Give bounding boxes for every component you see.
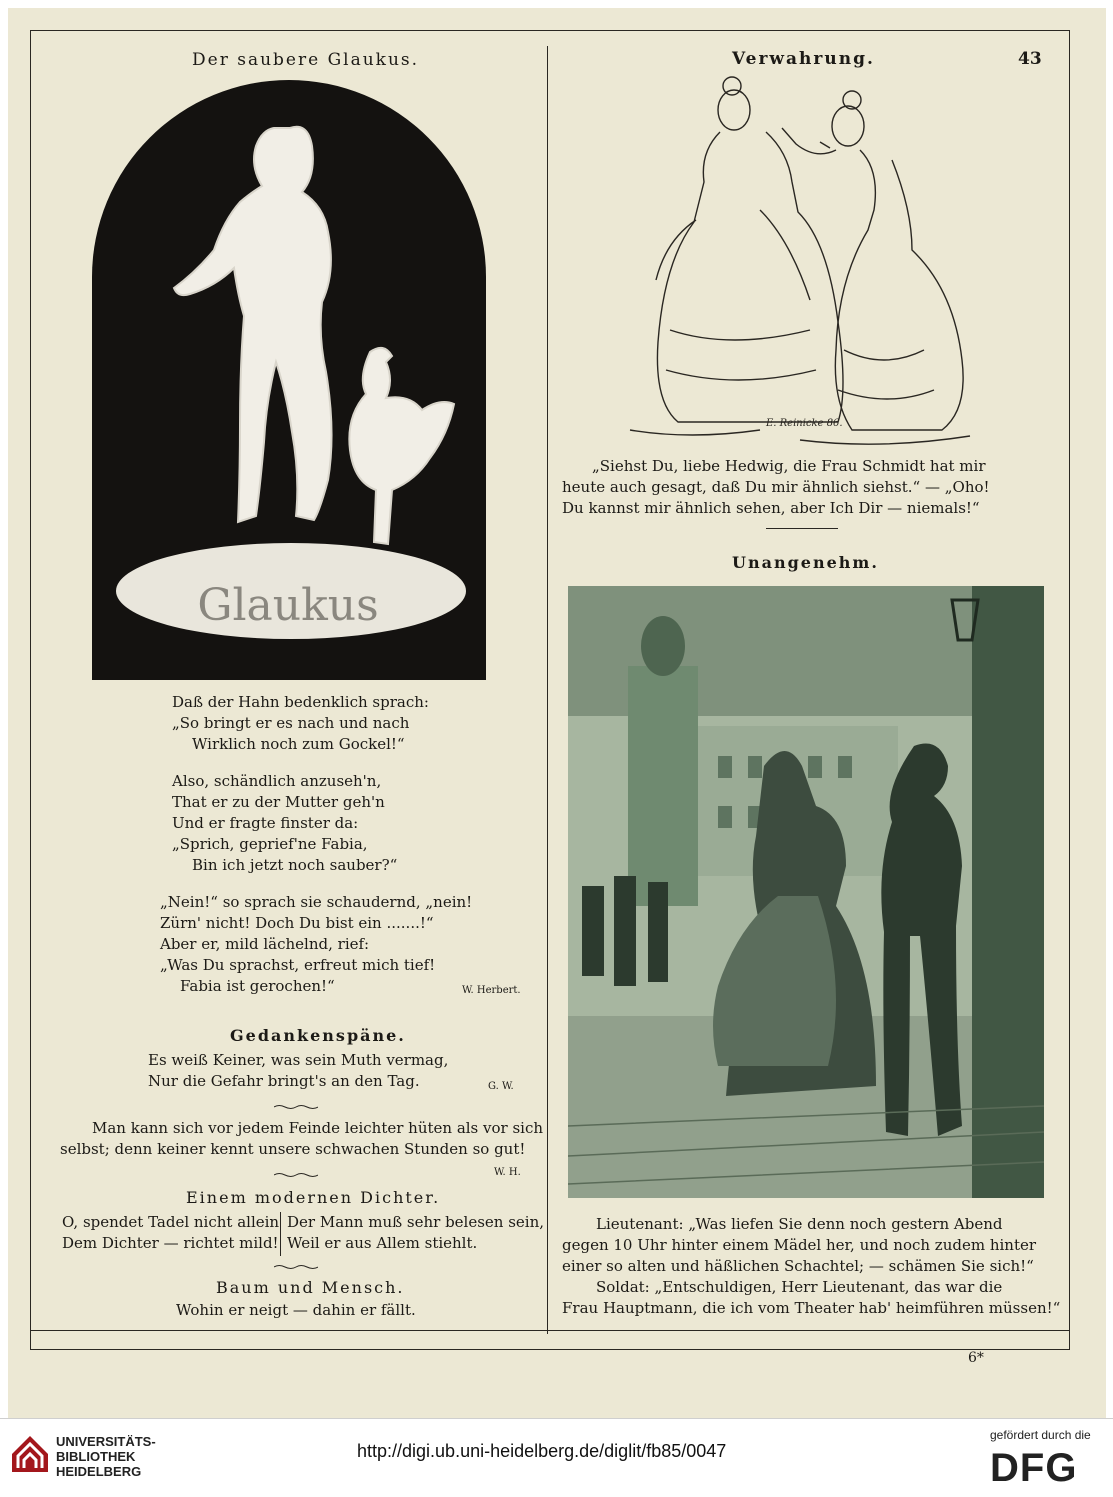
right-column-title: Verwahrung. [732, 49, 875, 69]
stanza-line: „So bringt er es nach und nach [172, 714, 410, 732]
bottom-rule [30, 1330, 1070, 1331]
funding-label: gefördert durch die [990, 1428, 1091, 1442]
aphorism-author: G. W. [488, 1081, 514, 1092]
glaukus-illustration [92, 80, 486, 680]
library-name-line: UNIVERSITÄTS- [56, 1434, 156, 1449]
section-swash [274, 1172, 318, 1178]
glaukus-base-lettering: Glaukus [197, 580, 379, 631]
dichter-title: Einem modernen Dichter. [186, 1188, 441, 1207]
stanza-line: Wirklich noch zum Gockel!“ [192, 735, 405, 753]
unangenehm-caption-line: Frau Hauptmann, die ich vom Theater hab' heimführen müssen!“ [562, 1299, 1061, 1317]
dfg-logo: DFG [990, 1446, 1078, 1490]
column-divider [547, 46, 548, 1334]
page-number: 43 [1018, 49, 1042, 69]
aphorism-line: Nur die Gefahr bringt's an den Tag. [148, 1072, 420, 1090]
gedankenspaene-title: Gedankenspäne. [230, 1026, 406, 1045]
artist-signature: E. Reinicke 86. [766, 418, 843, 429]
aphorism-author: W. H. [494, 1167, 521, 1178]
university-library-name [56, 1434, 156, 1479]
unangenehm-caption-line: einer so alten und häßlichen Schachtel; — schämen Sie sich!“ [562, 1257, 1034, 1275]
verwahrung-caption-line: „Siehst Du, liebe Hedwig, die Frau Schmidt hat mir [592, 457, 986, 475]
university-library-logo [10, 1430, 50, 1474]
stanza-line: „Nein!“ so sprach sie schaudernd, „nein! [160, 893, 473, 911]
stanza-line: Und er fragte finster da: [172, 814, 359, 832]
document-url-link[interactable]: http://digi.ub.uni-heidelberg.de/diglit/fb85/0047 [357, 1441, 727, 1461]
baum-line: Wohin er neigt — dahin er fällt. [176, 1301, 416, 1319]
unangenehm-title: Unangenehm. [732, 553, 879, 572]
section-swash [274, 1104, 318, 1110]
stanza-line: Daß der Hahn bedenklich sprach: [172, 693, 429, 711]
stanza-line: Also, schändlich anzuseh'n, [172, 772, 382, 790]
unangenehm-caption-line: Soldat: „Entschuldigen, Herr Lieutenant, das war die [596, 1278, 1003, 1296]
stanza-line: That er zu der Mutter geh'n [172, 793, 385, 811]
section-swash [274, 1264, 318, 1270]
stanza-line: Fabia ist gerochen!“ [180, 977, 335, 995]
stanza-line: „Sprich, geprief'ne Fabia, [172, 835, 368, 853]
aphorism-paragraph-line: selbst; denn keiner kennt unsere schwachen Stunden so gut! [60, 1140, 526, 1158]
verwahrung-caption-line: heute auch gesagt, daß Du mir ähnlich siehst.“ — „Oho! [562, 478, 990, 496]
left-column-title: Der saubere Glaukus. [192, 50, 420, 70]
unangenehm-caption-line: gegen 10 Uhr hinter einem Mädel her, und noch zudem hinter [562, 1236, 1037, 1254]
section-separator [766, 528, 838, 529]
stanza-line: Bin ich jetzt noch sauber?“ [192, 856, 398, 874]
aphorism-line: Es weiß Keiner, was sein Muth vermag, [148, 1051, 449, 1069]
dichter-left-line: Dem Dichter — richtet mild! [62, 1234, 279, 1252]
library-name-line: BIBLIOTHEK [56, 1449, 136, 1464]
stanza-line: Zürn' nicht! Doch Du bist ein .......!“ [160, 914, 434, 932]
dichter-right-line: Weil er aus Allem stiehlt. [287, 1234, 478, 1252]
sheet-signature-mark: 6* [968, 1350, 984, 1366]
dichter-right-line: Der Mann muß sehr belesen sein, [287, 1213, 545, 1231]
dichter-left-line: O, spendet Tadel nicht allein [62, 1213, 280, 1231]
poem-author: W. Herbert. [462, 985, 521, 996]
verwahrung-caption-line: Du kannst mir ähnlich sehen, aber Ich Dir — niemals!“ [562, 499, 980, 517]
verwahrung-illustration [600, 70, 1020, 450]
dichter-divider [280, 1212, 281, 1256]
unangenehm-caption-line: Lieutenant: „Was liefen Sie denn noch gestern Abend [596, 1215, 1003, 1233]
unangenehm-illustration [568, 586, 1044, 1198]
aphorism-paragraph-line: Man kann sich vor jedem Feinde leichter hüten als vor sich [92, 1119, 544, 1137]
library-name-line: HEIDELBERG [56, 1464, 142, 1479]
stanza-line: „Was Du sprachst, erfreut mich tief! [160, 956, 436, 974]
stanza-line: Aber er, mild lächelnd, rief: [160, 935, 370, 953]
baum-title: Baum und Mensch. [216, 1278, 405, 1297]
